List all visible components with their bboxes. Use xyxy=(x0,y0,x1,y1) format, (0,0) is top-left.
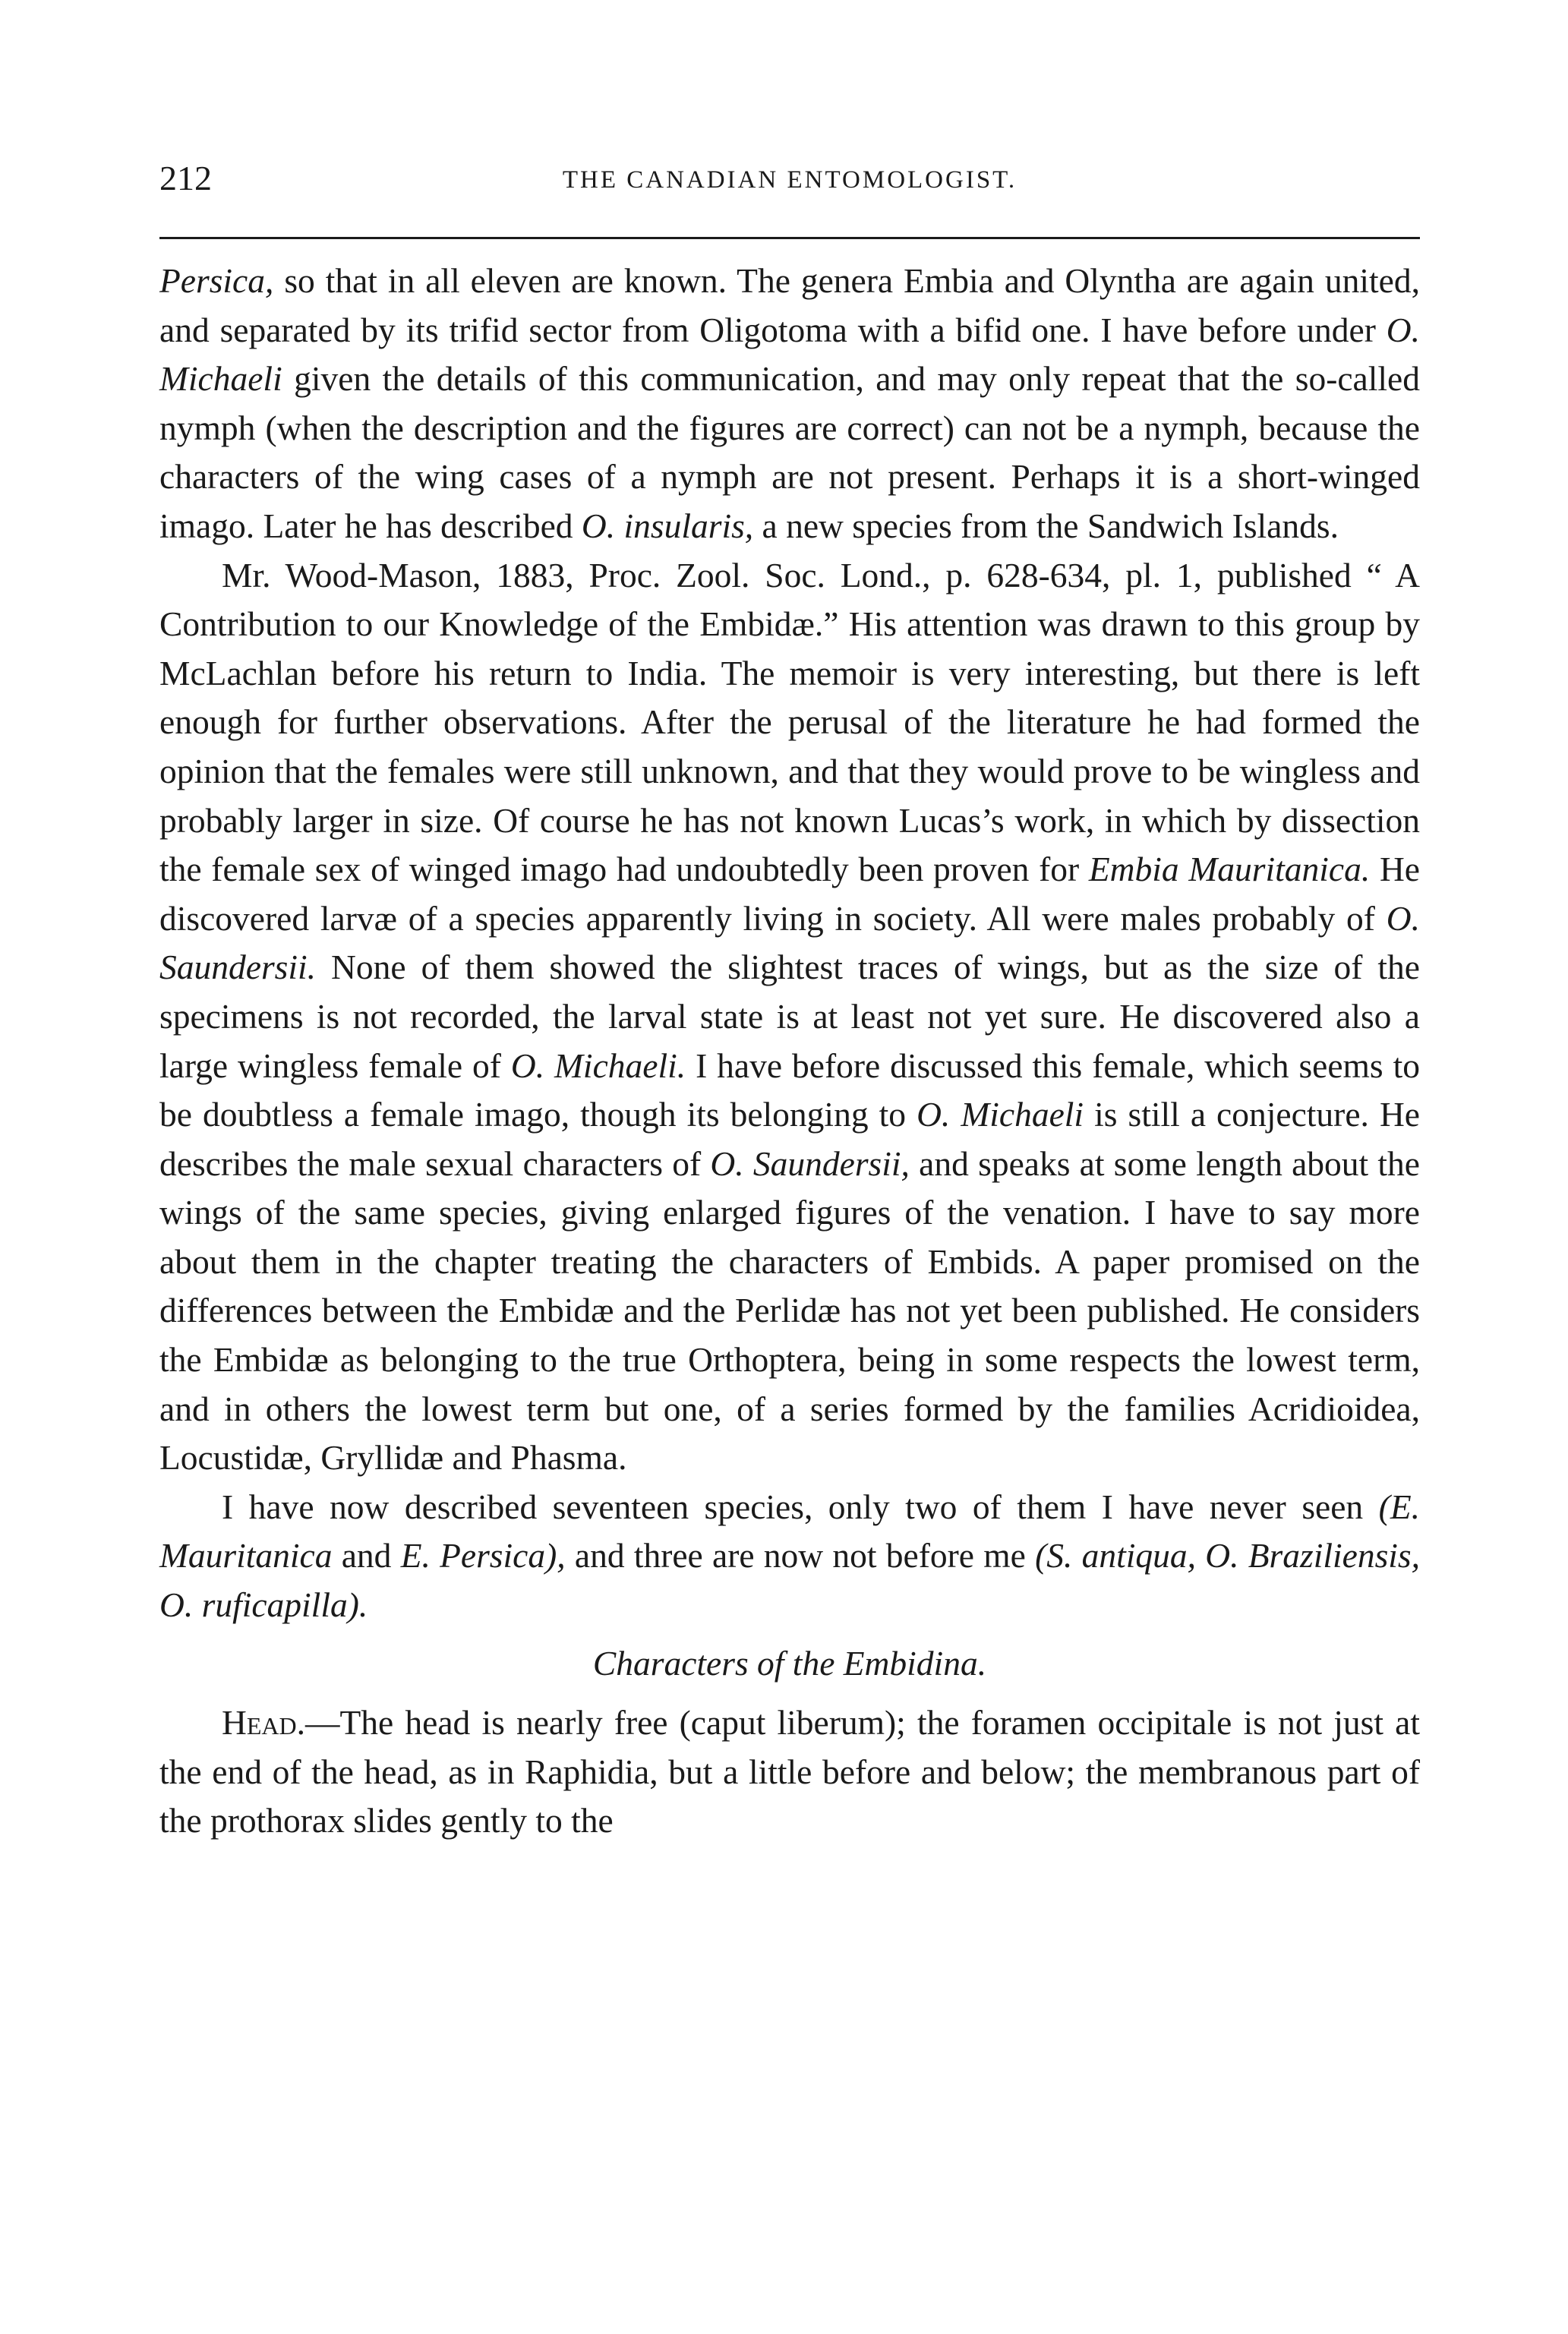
page-number: 212 xyxy=(159,159,212,197)
text-run: given the details of this communication, and may only repeat that the so-called nymph (when the description and the figures are correct) can not be a nymph, because the characters of the wing cases of a nymph are not present. Perhaps it is a short-winged imago. Later he has described xyxy=(159,359,1420,545)
italic-term: (S. antiqua, O. Braziliensis, O. ruficapilla). xyxy=(159,1536,1420,1625)
text-run: None of them showed the slightest traces of wings, but as the size of the specimens is not recorded, the larval state is at least not yet sure. He discovered also a large wingless female of xyxy=(159,948,1420,1085)
italic-term: O. Saundersii. xyxy=(159,898,1420,987)
running-title: THE CANADIAN ENTOMOLOGIST. xyxy=(562,166,1017,194)
paragraph-4 xyxy=(159,1698,1420,1846)
text-run: and speaks at some length about the wings of the same species, giving enlarged figures of the venation. I have to say more about them in the chapter treating the characters of Embids. A paper promised on the differences between the Embidæ and the Perlidæ has not yet been published. He considers the Embidæ as belonging to the true Orthoptera, being in some respects the lowest term, and in others the lowest term but one, of a series formed by the families Acridioidea, Locustidæ, Gryllidæ and Phasma. xyxy=(159,1143,1421,1478)
italic-term: (E. Mauritanica xyxy=(159,1487,1420,1575)
italic-term: O. Michaeli. xyxy=(510,1046,686,1085)
text-run: I have now described seventeen species, only two of them I have never seen xyxy=(222,1487,1379,1526)
text-run: a new species from the Sandwich Islands. xyxy=(753,506,1339,545)
paragraph-2 xyxy=(159,551,1420,1483)
header-rule xyxy=(159,237,1420,239)
italic-term: O. Michaeli xyxy=(917,1095,1084,1134)
italic-term: E. Persica), xyxy=(400,1536,566,1575)
italic-term: O. insularis, xyxy=(581,506,754,545)
text-run: Mr. Wood-Mason, 1883, Proc. Zool. Soc. Lond., p. 628-634, pl. 1, published “ A Contribution to our Knowledge of the Embidæ.” His attention was drawn to this group by McLachlan before his return to India. The memoir is very interesting, but there is left enough for further observations. After the perusal of the literature he had formed the opinion that the females were still unknown, and that they would prove to be wingless and probably larger in size. Of course he has not known Lucas’s work, in which by dissection the female sex of winged imago had undoubtedly been proven for xyxy=(159,555,1420,889)
page-header xyxy=(159,156,1420,201)
section-heading: Characters of the Embidina. xyxy=(592,1643,987,1683)
run-in-heading: Head. xyxy=(222,1703,305,1743)
italic-term: O. Michaeli xyxy=(159,310,1420,399)
paragraph-3 xyxy=(159,1483,1420,1630)
text-run: is still a conjecture. He describes the male sexual characters of xyxy=(159,1095,1420,1183)
text-run: He discovered larvæ of a species apparently living in society. All were males probably of xyxy=(159,850,1420,938)
text-run: and xyxy=(332,1536,401,1575)
italic-term: Persica, xyxy=(159,261,274,300)
paragraph-1 xyxy=(159,257,1420,551)
italic-term: O. Saundersii, xyxy=(710,1143,910,1183)
text-run: —The head is nearly free (caput liberum); the foramen occipitale is not just at the end of the head, as in Raphidia, but a little before and below; the membranous part of the prothorax slides gently to the xyxy=(159,1703,1420,1840)
text-run: I have before discussed this female, which seems to be doubtless a female imago, though its belonging to xyxy=(159,1046,1420,1134)
body-text xyxy=(159,257,1420,1846)
text-run: so that in all eleven are known. The genera Embia and Olyntha are again united, and separated by its trifid sector from Oligotoma with a bifid one. I have before under xyxy=(159,261,1420,349)
italic-term: Embia Mauritanica. xyxy=(1088,850,1371,889)
text-run: and three are now not before me xyxy=(565,1536,1036,1575)
